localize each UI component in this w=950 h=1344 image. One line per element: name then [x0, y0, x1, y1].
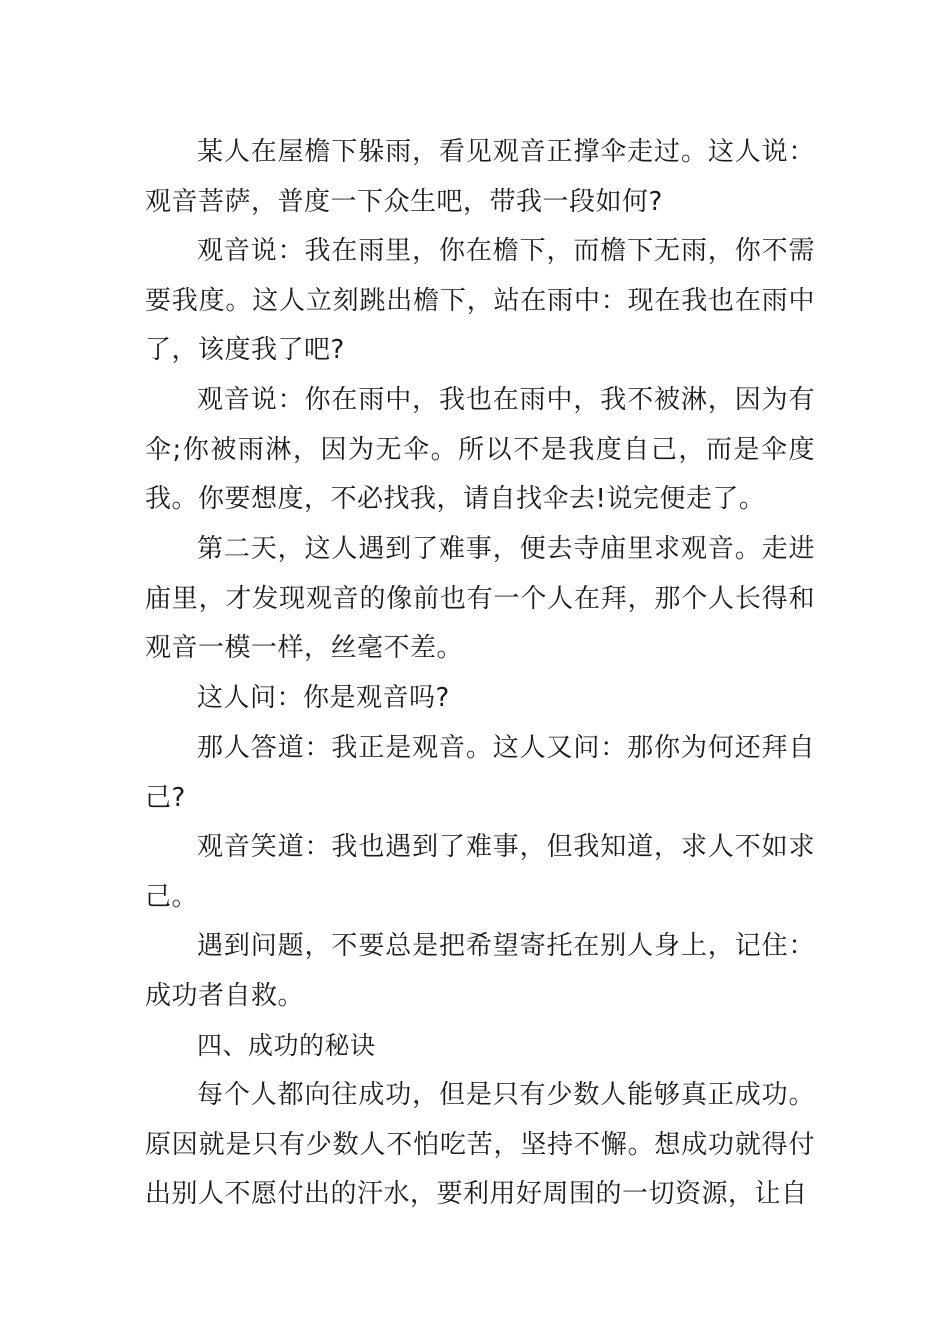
paragraph-5: 这人问：你是观音吗?: [197, 683, 450, 713]
paragraph-9: 每个人都向往成功，但是只有少数人能够真正成功。原因就是只有少数人不怕吃苦，坚持不懈。想成功就得付出别人不愿付出的汗水，要利用好周围的一切资源，让自: [145, 1080, 815, 1210]
paragraph-8: 遇到问题，不要总是把希望寄托在别人身上，记住：成功者自救。: [145, 931, 815, 1011]
paragraph-4: 第二天，这人遇到了难事，便去寺庙里求观音。走进庙里，才发现观音的像前也有一个人在拜，那个人长得和观音一模一样，丝毫不差。: [145, 534, 815, 664]
paragraph-2: 观音说：我在雨里，你在檐下，而檐下无雨，你不需要我度。这人立刻跳出檐下，站在雨中：现在我也在雨中了，该度我了吧?: [145, 236, 815, 366]
paragraph-6: 那人答道：我正是观音。这人又问：那你为何还拜自己?: [145, 733, 815, 813]
paragraph-1: 某人在屋檐下躲雨，看见观音正撑伞走过。这人说：观音菩萨，普度一下众生吧，带我一段如何?: [145, 137, 815, 217]
paragraph-3: 观音说：你在雨中，我也在雨中，我不被淋，因为有伞;你被雨淋，因为无伞。所以不是我度自己，而是伞度我。你要想度，不必找我，请自找伞去!说完便走了。: [145, 385, 815, 515]
section-heading: 四、成功的秘诀: [197, 1031, 376, 1060]
paragraph-7: 观音笑道：我也遇到了难事，但我知道，求人不如求己。: [145, 832, 815, 912]
